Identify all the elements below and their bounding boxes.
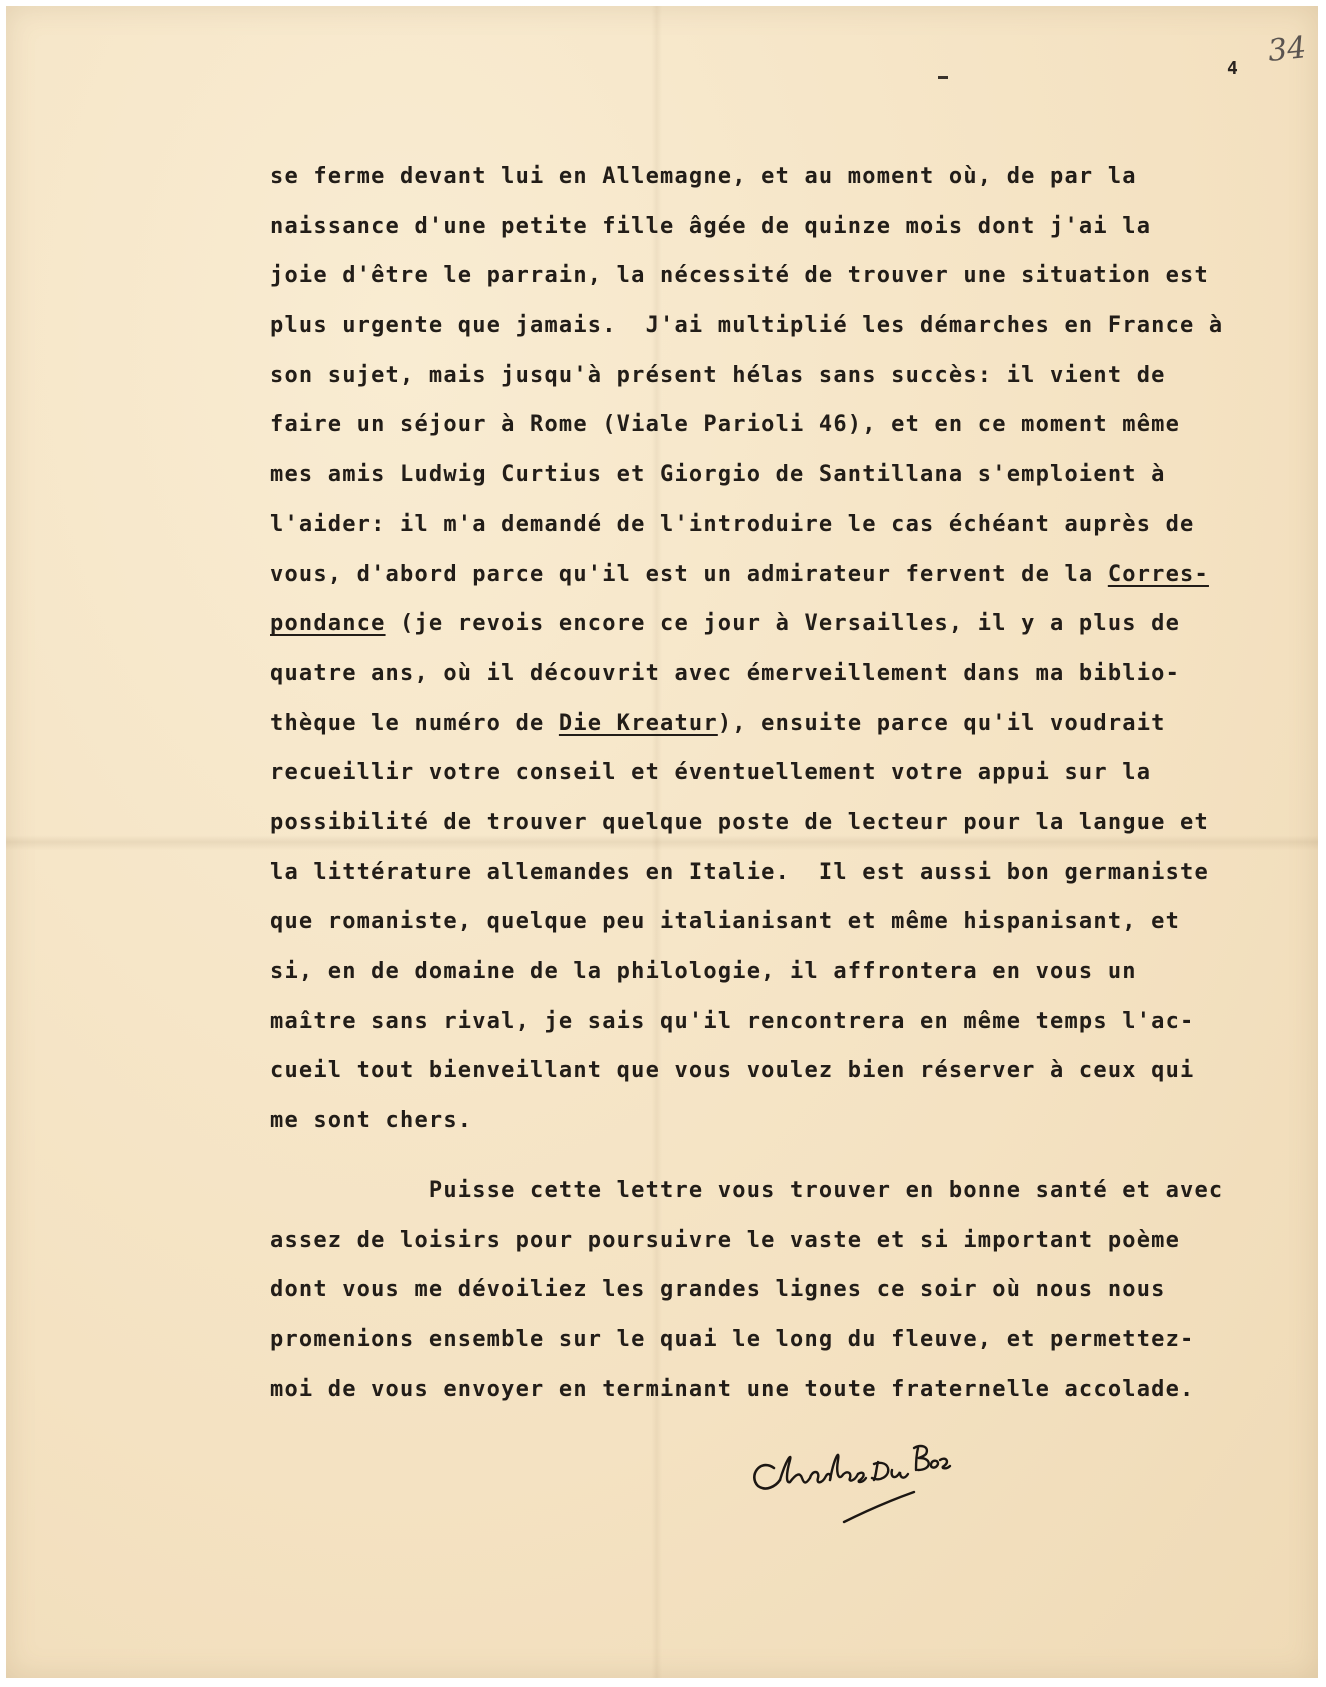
- text-segment: vous, d'abord parce qu'il est un admirateur fervent de la: [270, 561, 1108, 587]
- body-line: [270, 748, 1280, 798]
- text-segment: (je revois encore ce jour à Versailles, il y a plus de: [385, 611, 1181, 637]
- text-segment: cueil tout bienveillant que vous voulez bien réserver à ceux qui: [270, 1058, 1195, 1084]
- body-line: [270, 202, 1280, 252]
- letter-closing-paragraph: [270, 1166, 1280, 1414]
- body-line: [270, 301, 1280, 351]
- body-line: [270, 848, 1280, 898]
- closing-line: assez de loisirs pour poursuivre le vaste et si important poème: [270, 1227, 1181, 1253]
- text-segment: faire un séjour à Rome (Viale Parioli 46), et en ce moment même: [270, 412, 1181, 438]
- text-segment: joie d'être le parrain, la nécessité de trouver une situation est: [270, 263, 1209, 289]
- body-line: [270, 400, 1280, 450]
- text-segment: mes amis Ludwig Curtius et Giorgio de Santillana s'emploient à: [270, 462, 1166, 488]
- body-line: [270, 1046, 1280, 1096]
- text-segment: possibilité de trouver quelque poste de lecteur pour la langue et: [270, 809, 1209, 835]
- handwritten-signature: [746, 1416, 966, 1526]
- ink-dash-mark: [938, 76, 948, 79]
- text-segment: maître sans rival, je sais qu'il rencontrera en même temps l'ac-: [270, 1008, 1195, 1034]
- body-line: [270, 351, 1280, 401]
- closing-line: dont vous me dévoiliez les grandes lignes ce soir où nous nous: [270, 1277, 1166, 1303]
- text-segment: ), ensuite parce qu'il voudrait: [717, 710, 1166, 736]
- body-line: [270, 550, 1280, 600]
- folio-number: 34: [1266, 30, 1308, 69]
- body-line: [270, 798, 1280, 848]
- text-segment: son sujet, mais jusqu'à présent hélas sans succès: il vient de: [270, 362, 1166, 388]
- page-number: 4: [1227, 58, 1238, 79]
- text-segment: si, en de domaine de la philologie, il affrontera en vous un: [270, 959, 1137, 984]
- closing-line: moi de vous envoyer en terminant une toute fraternelle accolade.: [270, 1376, 1195, 1402]
- underlined-title: Die Kreatur: [558, 710, 718, 736]
- body-line: [270, 152, 1280, 202]
- text-segment: que romaniste, quelque peu italianisant et même hispanisant, et: [270, 909, 1181, 935]
- text-segment: recueillir votre conseil et éventuellement votre appui sur la: [270, 760, 1152, 786]
- text-segment: se ferme devant lui en Allemagne, et au moment où, de par la: [270, 164, 1137, 189]
- body-line: [270, 599, 1280, 649]
- body-line: [270, 500, 1280, 550]
- letter-page: [6, 6, 1318, 1678]
- body-line: [270, 897, 1280, 947]
- text-segment: naissance d'une petite fille âgée de quinze mois dont j'ai la: [270, 213, 1152, 239]
- text-segment: plus urgente que jamais. J'ai multiplié les démarches en France à: [270, 313, 1224, 339]
- text-segment: la littérature allemandes en Italie. Il est aussi bon germaniste: [270, 859, 1209, 885]
- underlined-title: Corres-: [1107, 561, 1209, 587]
- body-line: [270, 251, 1280, 301]
- body-line: [270, 699, 1280, 749]
- body-line: [270, 1096, 1280, 1146]
- body-line: [270, 450, 1280, 500]
- body-line: [270, 947, 1280, 997]
- underlined-title: pondance: [270, 611, 386, 637]
- text-segment: thèque le numéro de: [270, 710, 559, 736]
- body-line: [270, 649, 1280, 699]
- letter-body: [270, 152, 1280, 1146]
- closing-line: Puisse cette lettre vous trouver en bonne santé et avec: [270, 1178, 1224, 1203]
- text-segment: l'aider: il m'a demandé de l'introduire le cas échéant auprès de: [270, 511, 1195, 537]
- body-line: [270, 997, 1280, 1047]
- text-segment: me sont chers.: [270, 1108, 473, 1134]
- text-segment: quatre ans, où il découvrit avec émerveillement dans ma biblio-: [270, 660, 1181, 686]
- closing-line: promenions ensemble sur le quai le long du fleuve, et permettez-: [270, 1327, 1195, 1353]
